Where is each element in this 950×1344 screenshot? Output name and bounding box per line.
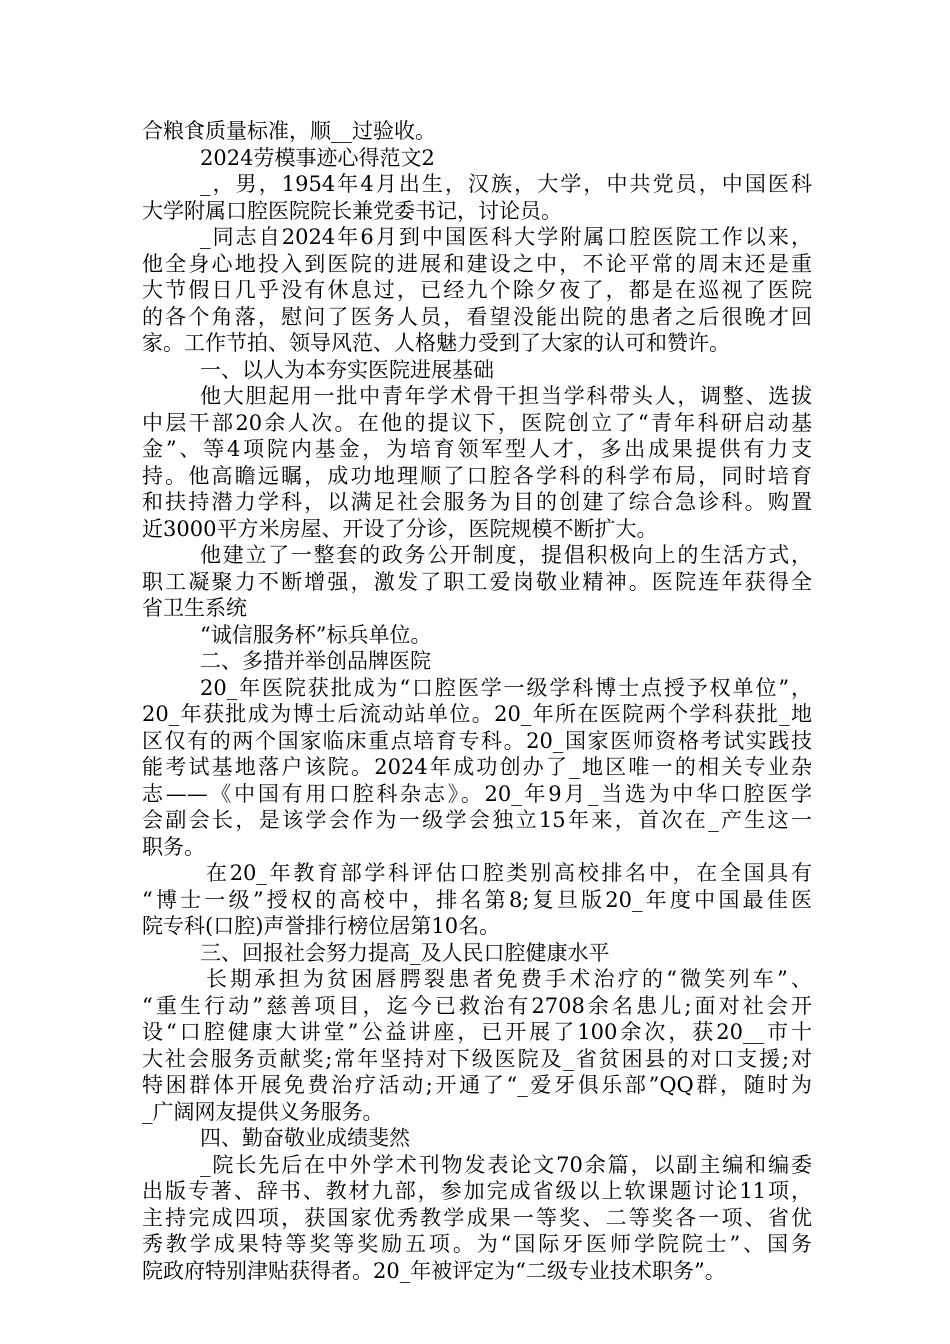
- text-line: 大学附属口腔医院院长兼党委书记，讨论员。: [142, 198, 562, 223]
- text-line: _同志自2024年6月到中国医科大学附属口腔医院工作以来，: [200, 225, 812, 249]
- text-line: _广阔网友提供义务服务。: [142, 1099, 384, 1124]
- text-line: 2024劳模事迹心得范文2: [200, 145, 435, 170]
- text-line: _院长先后在中外学术刊物发表论文70余篇，以副主编和编委: [200, 1152, 812, 1177]
- text-line: 持。他高瞻远瞩，成功地理顺了口腔各学科的科学布局，同时培育: [142, 463, 812, 488]
- text-line: 金”、等4项院内基金，为培育领军型人才，多出成果提供有力支: [142, 437, 812, 461]
- text-line: 能考试基地落户该院。2024年成功创办了_地区唯一的相关专业杂: [142, 755, 812, 779]
- text-line: 区仅有的两个国家临床重点培育专科。20_国家医师资格考试实践技: [142, 728, 812, 753]
- text-line: 院政府特别津贴获得者。20_年被评定为“二级专业技术职务”。: [142, 1258, 726, 1283]
- text-line: 他全身心地投入到医院的进展和建设之中，不论平常的周末还是重: [142, 251, 812, 276]
- text-line: 二、多措并举创品牌医院: [200, 649, 431, 673]
- text-line: 长期承担为贫困唇腭裂患者免费手术治疗的“微笑列车”、: [206, 967, 812, 991]
- text-line: 四、勤奋敬业成绩斐然: [200, 1126, 410, 1150]
- text-line: 设“口腔健康大讲堂”公益讲座，已开展了100余次，获20__市十: [142, 1020, 812, 1044]
- text-line: 院专科(口腔)声誉排行榜位居第10名。: [142, 914, 501, 938]
- text-line: 志——《中国有用口腔科杂志》。20_年9月_当选为中华口腔医学: [142, 781, 812, 806]
- text-line: 出版专著、辞书、教材九部，参加完成省级以上软课题讨论11项，: [142, 1179, 812, 1203]
- text-line: 20_年获批成为博士后流动站单位。20_年所在医院两个学科获批_地: [142, 702, 812, 726]
- document-body: [142, 118, 812, 1284]
- text-line: 中层干部20余人次。在他的提议下，医院创立了“青年科研启动基: [142, 410, 812, 435]
- text-line: 会副会长，是该学会作为一级学会独立15年来，首次在_产生这一: [142, 808, 812, 832]
- text-line: 近3000平方米房屋、开设了分诊，医院规模不断扩大。: [142, 516, 658, 541]
- text-line: 三、回报社会努力提高_及人民口腔健康水平: [200, 940, 610, 965]
- text-line: 他大胆起用一批中青年学术骨干担当学科带头人，调整、选拔: [200, 384, 812, 408]
- text-line: 大节假日几乎没有休息过，已经九个除夕夜了，都是在巡视了医院: [142, 278, 812, 302]
- text-line: 家。工作节拍、领导风范、人格魅力受到了大家的认可和赞许。: [142, 331, 730, 355]
- text-line: 他建立了一整套的政务公开制度，提倡积极向上的生活方式，: [200, 543, 812, 567]
- text-line: 大社会服务贡献奖;常年坚持对下级医院及_省贫困县的对口支援;对: [142, 1046, 812, 1071]
- text-line: 合粮食质量标准，顺__过验收。: [142, 119, 436, 143]
- text-line: 在20_年教育部学科评估口腔类别高校排名中，在全国具有: [206, 861, 812, 885]
- text-line: “博士一级”授权的高校中，排名第8;复旦版20_年度中国最佳医: [142, 887, 812, 912]
- text-line: 20_年医院获批成为“口腔医学一级学科博士点授予权单位”，: [200, 675, 812, 700]
- text-line: 特困群体开展免费治疗活动;开通了“_爱牙俱乐部”QQ群，随时为: [142, 1073, 812, 1097]
- text-line: “诚信服务杯”标兵单位。: [200, 622, 432, 647]
- text-line: 和扶持潜力学科，以满足社会服务为目的创建了综合急诊科。购置: [142, 490, 812, 514]
- text-line: 秀教学成果特等奖等奖励五项。为“国际牙医师学院院士”、国务: [142, 1232, 812, 1256]
- text-line: 职工凝聚力不断增强，激发了职工爱岗敬业精神。医院连年获得全: [142, 569, 812, 594]
- text-line: 职务。: [142, 834, 205, 859]
- text-line: 一、以人为本夯实医院进展基础: [200, 357, 494, 382]
- text-line: “重生行动”慈善项目，迄今已救治有2708余名患儿;面对社会开: [142, 993, 812, 1018]
- text-line: 主持完成四项，获国家优秀教学成果一等奖、二等奖各一项、省优: [142, 1205, 812, 1230]
- text-line: _，男，1954年4月出生，汉族，大学，中共党员，中国医科: [200, 172, 812, 196]
- text-line: 省卫生系统: [142, 596, 247, 620]
- text-line: 的各个角落，慰问了医务人员，看望没能出院的患者之后很晚才回: [142, 304, 812, 329]
